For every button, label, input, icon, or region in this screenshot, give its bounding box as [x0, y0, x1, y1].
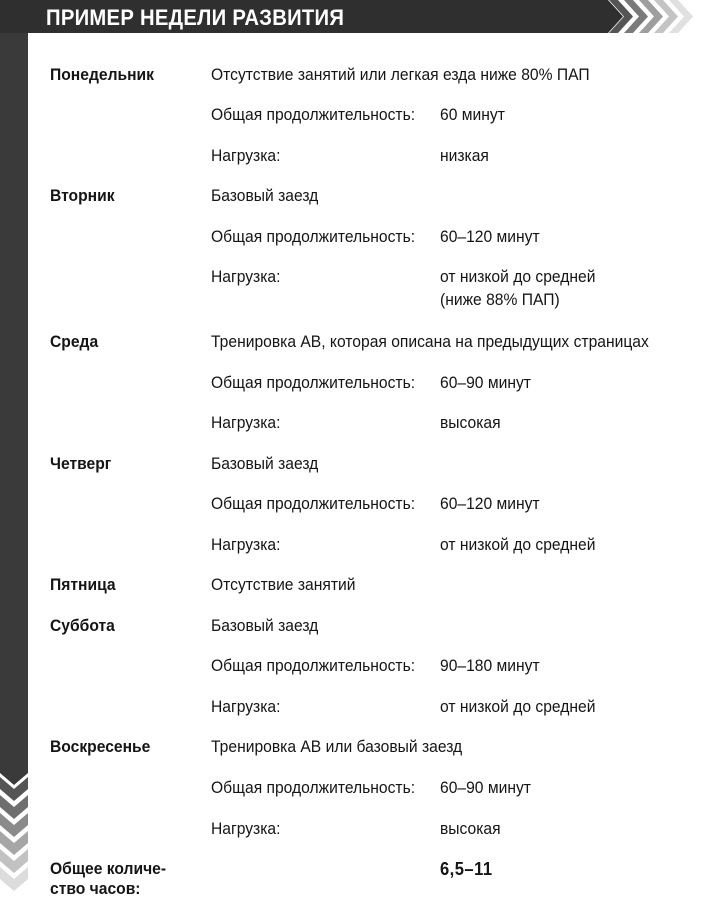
load-monday: низкая: [440, 146, 489, 165]
day-monday: Понедельник: [50, 65, 155, 84]
chevron-arrows-icon: [588, 0, 705, 33]
load-saturday: от низкой до средней: [440, 697, 596, 716]
page-title: ПРИМЕР НЕДЕЛИ РАЗВИТИЯ: [46, 5, 345, 30]
duration-saturday: 90–180 минут: [440, 656, 540, 675]
duration-label-sunday: Общая продолжительность:: [211, 778, 416, 797]
day-thursday: Четверг: [50, 454, 112, 473]
activity-saturday: Базовый заезд: [211, 616, 319, 635]
day-saturday: Суббота: [50, 616, 115, 635]
activity-monday: Отсутствие занятий или легкая езда ниже 80% ПАП: [211, 65, 590, 84]
load-thursday: от низкой до средней: [440, 535, 596, 554]
activity-tuesday: Базовый заезд: [211, 186, 319, 205]
chevron-down-stack-icon: [0, 765, 28, 900]
activity-thursday: Базовый заезд: [211, 454, 319, 473]
total-hours-value: 6,5–11: [440, 859, 493, 879]
duration-wednesday: 60–90 минут: [440, 373, 531, 392]
duration-label-wednesday: Общая продолжительность:: [211, 373, 416, 392]
duration-monday: 60 минут: [440, 105, 505, 124]
duration-thursday: 60–120 минут: [440, 494, 540, 513]
duration-label-thursday: Общая продолжительность:: [211, 494, 416, 513]
activity-wednesday: Тренировка AB, которая описана на предыдущих страницах: [211, 332, 649, 351]
load-note-tuesday: (ниже 88% ПАП): [440, 290, 560, 309]
total-label-line1: Общее количе-: [50, 859, 167, 878]
day-sunday: Воскресенье: [50, 737, 151, 756]
load-label-thursday: Нагрузка:: [211, 535, 281, 554]
load-label-tuesday: Нагрузка:: [211, 267, 281, 286]
left-side-bar: [0, 33, 28, 773]
duration-label-saturday: Общая продолжительность:: [211, 656, 416, 675]
load-label-monday: Нагрузка:: [211, 146, 281, 165]
day-friday: Пятница: [50, 575, 116, 594]
duration-sunday: 60–90 минут: [440, 778, 531, 797]
load-wednesday: высокая: [440, 413, 501, 432]
load-tuesday: от низкой до средней: [440, 267, 596, 286]
activity-friday: Отсутствие занятий: [211, 575, 356, 594]
page-header: [0, 0, 705, 33]
duration-label-monday: Общая продолжительность:: [211, 105, 416, 124]
load-label-sunday: Нагрузка:: [211, 819, 281, 838]
load-label-saturday: Нагрузка:: [211, 697, 281, 716]
duration-label-tuesday: Общая продолжительность:: [211, 227, 416, 246]
activity-sunday: Тренировка AB или базовый заезд: [211, 737, 463, 756]
duration-tuesday: 60–120 минут: [440, 227, 540, 246]
load-sunday: высокая: [440, 819, 501, 838]
load-label-wednesday: Нагрузка:: [211, 413, 281, 432]
day-tuesday: Вторник: [50, 186, 115, 205]
day-wednesday: Среда: [50, 332, 99, 351]
total-label-line2: ство часов:: [50, 879, 141, 898]
